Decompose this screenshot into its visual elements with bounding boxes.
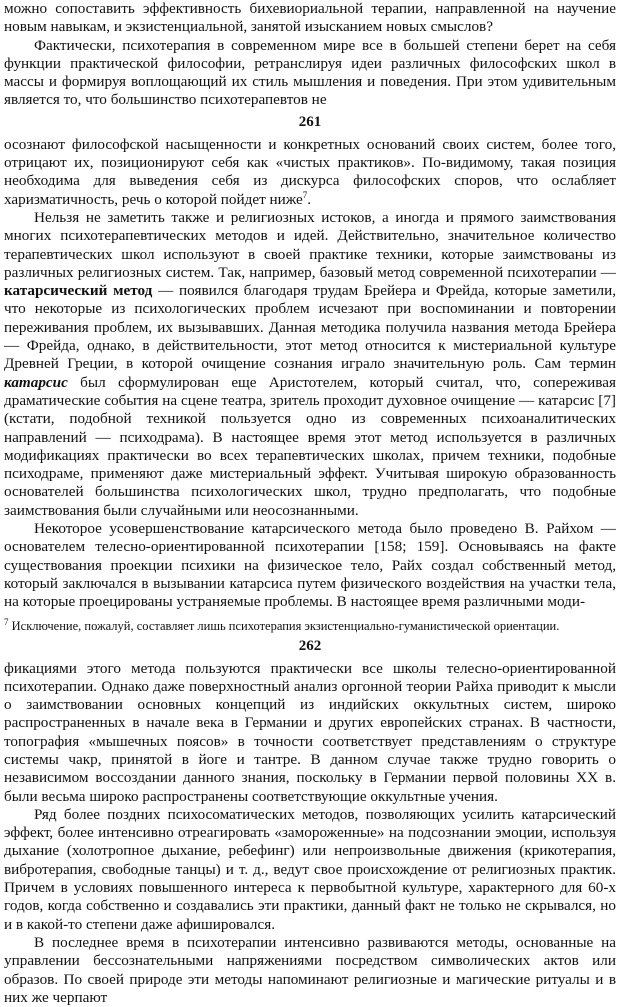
page-number-261: 261	[298, 113, 322, 130]
paragraph-orgone-theory: фикациями этого метода пользуются практически все школы телесно-ориентированной психотерапии. Однако даже поверхностный анализ оргонной теории Райха приводит к мысли о заимствовании основных концепций из индийских оккультных систем, широко распространенных в начале века в Германии и других европейских странах. В частности, топография «мышечных поясов» в точности соответствует представлениям о структуре системы чакр, принятой в йоге и тантре. В данном случае также трудно говорить о независимом воссоздании данного знания, поскольку в Германии первой половины XX в. были весьма широко распространены соответствующие оккультные учения.	[4, 659, 616, 805]
footnote-mark: 7	[4, 616, 9, 627]
paragraph-psychosomatic-methods: Ряд более поздних психосоматических методов, позволяющих усилить катарсический эффект, более интенсивно отреагировать «замороженные» на подсознании эмоции, используя дыхание (холотропное дыхание, ребефинг) или непроизвольные движения (крикотерапия, вибротерапия, свободные танцы) и т. д., ведут свое происхождение от религиозных практик. Причем в условиях повышенного интереса к первобытной культуре, характерного для 60-х годов, когда собственно и создавались эти практики, данный факт не только не скрывался, но и в какой-то степени даже афишировался.	[4, 805, 616, 933]
paragraph-end: .	[307, 190, 312, 208]
paragraph-continued: можно сопоставить эффективность бихевиориальной терапии, направленной на научение новым навыкам, и экзистенциальной, занятой изысканием новых смыслов?	[4, 0, 616, 36]
paragraph-reich: Некоторое усовершенствование катарсического метода было проведено В. Райхом — основателем телесно-ориентированной психотерапии [158; 159]. Основываясь на факте существования проекции психики на физическое тело, Райх создал собственный метод, который заключался в вызывании катарсиса путем физического воздействия на участки тела, на которые проецированы устраняемые проблемы. В настоящее время различными моди-	[4, 520, 616, 611]
term-catharsis: катарсис	[4, 373, 68, 391]
paragraph-text: — появился благодаря трудам Брейера и Фрейда, которые заметили, что некоторые из психологических проблем исчезают при воспоминании и повторении переживания проблем, их вызывавших. Данная методика получила названия метода Брейера — Фрейда, однако, в действительности, этот метод относится к мистериальной культуре Древней Греции, в которой очищение сознания играло значительную роль. Сам термин	[4, 282, 617, 373]
paragraph-text: осознают философской насыщенности и конкретных оснований своих систем, более того, отрицают их, позиционируют себя как «чистых практиков». По-видимому, такая позиция необходима для выведения себя из дискурса философских споров, что ослабляет харизматичность, речь о которой пойдет ниже	[4, 135, 616, 208]
paragraph-practical-philosophy: Фактически, психотерапия в современном мире все в большей степени берет на себя функции практической философии, ретранслируя идеи различных философских школ в массы и формируя воплощающий их стиль мышления и поведения. При этом удивительным является то, что большинство психотерапевтов не	[4, 36, 616, 109]
paragraph-text: Нельзя не заметить также и религиозных истоков, а иногда и прямого заимствования многих психотерапевтических методов и идей. Действительно, значительное количество терапевтических школ используют в своей практике техники, которые заимствованы из различных религиозных систем. Так, например, базовый метод современной психотерапии —	[4, 208, 616, 281]
paragraph-symbolic-methods: В последнее время в психотерапии интенсивно развиваются методы, основанные на управлении бессознательными напряжениями посредством символических актов или образов. По своей природе эти методы напоминают религиозные и магические ритуалы и в них же черпают	[4, 933, 616, 1006]
paragraph-text: был сформулирован еще Аристотелем, который считал, что, сопереживая драматические события на сцене театра, зритель проходит духовное очищение — катарсис [7] (кстати, подобной техникой пользуется одно из современных психоаналитических направлений — психодрама). В настоящее время этот метод используется в различных модификациях практически во всех терапевтических школах, причем техники, подобные психодраме, применяют даже мистериальный эффект. Учитывая широкую образованность основателей большинства психологических школ, трудно предполагать, что подобные заимствования были случайными или неосознанными.	[4, 373, 617, 519]
paragraph-philosophical-saturation	[4, 136, 616, 209]
page-number-262: 262	[298, 637, 322, 654]
footnote	[4, 616, 616, 634]
term-cathartic-method: катарсический метод	[4, 282, 153, 300]
paragraph-religious-origins	[4, 209, 616, 520]
footnote-text: Исключение, пожалуй, составляет лишь психотерапия экзистенциально-гуманистической ориентации.	[11, 618, 560, 633]
footnote-reference: 7	[302, 189, 308, 200]
